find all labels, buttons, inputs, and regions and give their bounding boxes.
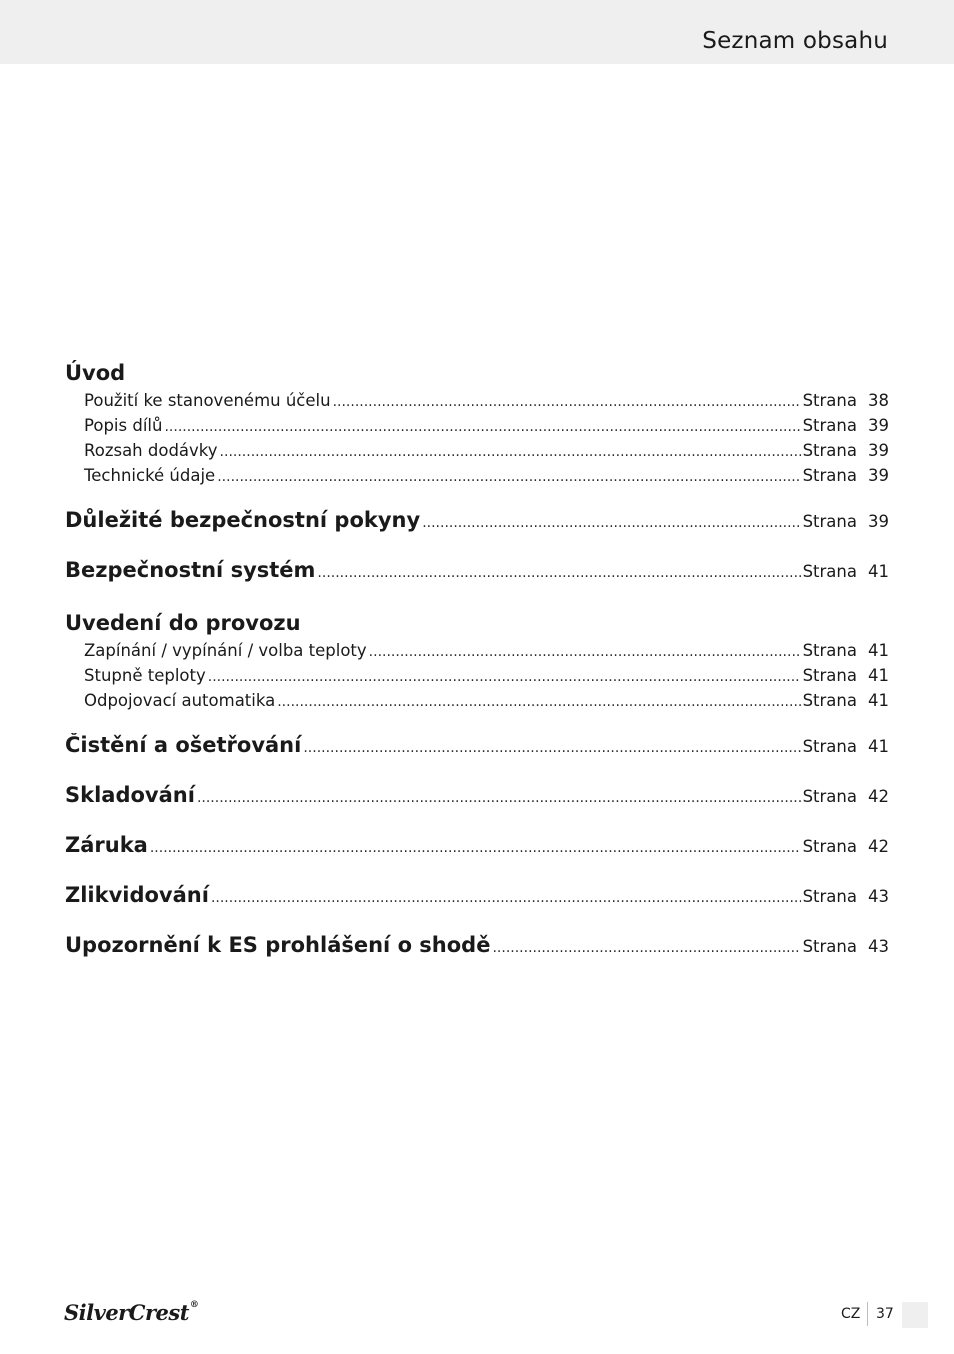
dot-leader bbox=[369, 640, 801, 663]
page-word: Strana bbox=[802, 737, 857, 756]
table-of-contents bbox=[65, 358, 889, 963]
page-word: Strana bbox=[802, 416, 857, 435]
page-word: Strana bbox=[802, 441, 857, 460]
dot-leader bbox=[150, 840, 801, 856]
toc-item-label: Zapínání / vypínání / volba teploty bbox=[84, 641, 367, 660]
page-number: 42 bbox=[868, 787, 889, 806]
page-number: 39 bbox=[868, 512, 889, 531]
dot-leader bbox=[208, 665, 801, 688]
dot-leader bbox=[303, 740, 800, 756]
page-word: Strana bbox=[802, 641, 857, 660]
footer-tab bbox=[902, 1302, 928, 1328]
page-word: Strana bbox=[802, 512, 857, 531]
page-word: Strana bbox=[802, 562, 857, 581]
page-word: Strana bbox=[802, 887, 857, 906]
toc-item-label: Odpojovací automatika bbox=[84, 691, 276, 710]
toc-item[interactable] bbox=[65, 413, 889, 438]
page-number: 42 bbox=[868, 837, 889, 856]
toc-item-label: Technické údaje bbox=[84, 466, 216, 485]
page-word: Strana bbox=[802, 787, 857, 806]
toc-item[interactable] bbox=[65, 438, 889, 463]
dot-leader bbox=[422, 515, 800, 531]
toc-section-label: Upozornění k ES prohlášení o shodě bbox=[65, 933, 491, 957]
dot-leader bbox=[333, 390, 801, 413]
dot-leader bbox=[220, 440, 801, 463]
toc-section-safety-instructions[interactable] bbox=[65, 508, 889, 538]
page-word: Strana bbox=[802, 691, 857, 710]
toc-section-disposal[interactable] bbox=[65, 883, 889, 913]
page-number: 43 bbox=[868, 887, 889, 906]
toc-item-label: Rozsah dodávky bbox=[84, 441, 218, 460]
dot-leader bbox=[277, 690, 800, 713]
page-number-footer: 37 bbox=[876, 1306, 894, 1322]
toc-section-label: Důležité bezpečnostní pokyny bbox=[65, 508, 421, 532]
toc-section-label: Záruka bbox=[65, 833, 148, 857]
toc-item-label: Použití ke stanovenému účelu bbox=[84, 391, 331, 410]
dot-leader bbox=[211, 890, 801, 906]
toc-item[interactable] bbox=[65, 638, 889, 663]
toc-section-warranty[interactable] bbox=[65, 833, 889, 863]
registered-mark: ® bbox=[189, 1300, 199, 1310]
toc-section-uvod: Úvod bbox=[65, 361, 126, 385]
page-number: 43 bbox=[868, 937, 889, 956]
page-number: 39 bbox=[868, 466, 889, 485]
page-number: 41 bbox=[868, 666, 889, 685]
page-number: 39 bbox=[868, 416, 889, 435]
toc-item[interactable] bbox=[65, 663, 889, 688]
toc-section-safety-system[interactable] bbox=[65, 558, 889, 588]
toc-section-label: Zlikvidování bbox=[65, 883, 209, 907]
dot-leader bbox=[492, 940, 800, 956]
toc-item-label: Stupně teploty bbox=[84, 666, 206, 685]
dot-leader bbox=[317, 565, 800, 581]
toc-section-declaration[interactable] bbox=[65, 933, 889, 963]
toc-item[interactable] bbox=[65, 688, 889, 713]
brand-logo bbox=[64, 1300, 198, 1326]
toc-section-cleaning[interactable] bbox=[65, 733, 889, 763]
toc-item[interactable] bbox=[65, 388, 889, 413]
footer-divider bbox=[867, 1302, 868, 1326]
dot-leader bbox=[164, 415, 800, 438]
brand-logo-text: SilverCrest bbox=[64, 1300, 189, 1325]
page-number: 41 bbox=[868, 691, 889, 710]
page-number: 38 bbox=[868, 391, 889, 410]
dot-leader bbox=[217, 465, 800, 488]
page-number: 41 bbox=[868, 562, 889, 581]
page-number: 41 bbox=[868, 737, 889, 756]
page-word: Strana bbox=[802, 466, 857, 485]
page-number: 41 bbox=[868, 641, 889, 660]
page-number: 39 bbox=[868, 441, 889, 460]
page-title: Seznam obsahu bbox=[702, 28, 888, 54]
toc-section-startup: Uvedení do provozu bbox=[65, 611, 301, 635]
toc-section-label: Skladování bbox=[65, 783, 195, 807]
toc-section-label: Čistění a ošetřování bbox=[65, 733, 302, 757]
dot-leader bbox=[197, 790, 801, 806]
page-word: Strana bbox=[802, 666, 857, 685]
language-code: CZ bbox=[841, 1306, 861, 1322]
toc-item-label: Popis dílů bbox=[84, 416, 163, 435]
toc-item[interactable] bbox=[65, 463, 889, 488]
page-word: Strana bbox=[802, 391, 857, 410]
page-word: Strana bbox=[802, 937, 857, 956]
page-word: Strana bbox=[802, 837, 857, 856]
toc-section-storage[interactable] bbox=[65, 783, 889, 813]
toc-section-label: Bezpečnostní systém bbox=[65, 558, 316, 582]
